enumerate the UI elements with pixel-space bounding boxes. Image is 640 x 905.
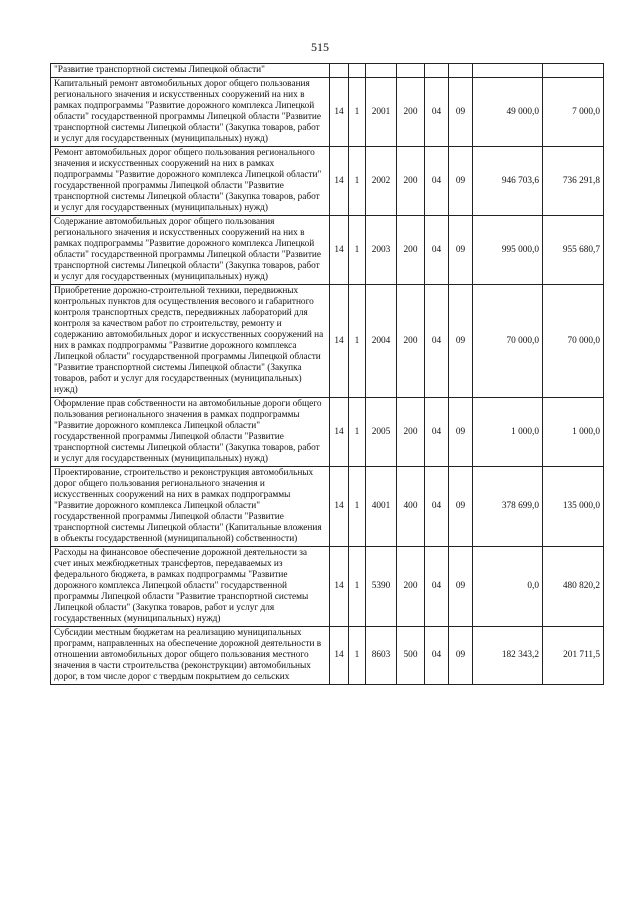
col-code-4: 500	[397, 627, 425, 685]
amount-year-2: 480 820,2	[543, 547, 604, 627]
col-code-5: 04	[425, 547, 449, 627]
empty-cell	[349, 64, 366, 78]
table-row	[51, 398, 604, 467]
col-code-3: 5390	[366, 547, 397, 627]
col-code-2: 1	[349, 398, 366, 467]
col-code-3: 2001	[366, 78, 397, 147]
amount-year-1: 49 000,0	[473, 78, 543, 147]
amount-year-1: 1 000,0	[473, 398, 543, 467]
col-code-6: 09	[449, 398, 473, 467]
col-code-4: 200	[397, 398, 425, 467]
col-code-1: 14	[330, 216, 349, 285]
col-code-2: 1	[349, 285, 366, 398]
col-code-1: 14	[330, 285, 349, 398]
col-code-4: 200	[397, 78, 425, 147]
empty-cell	[425, 64, 449, 78]
empty-cell	[330, 64, 349, 78]
col-code-2: 1	[349, 627, 366, 685]
col-code-2: 1	[349, 147, 366, 216]
col-code-4: 200	[397, 216, 425, 285]
col-code-3: 2005	[366, 398, 397, 467]
col-code-6: 09	[449, 467, 473, 547]
col-code-1: 14	[330, 467, 349, 547]
table-row	[51, 216, 604, 285]
col-code-6: 09	[449, 78, 473, 147]
budget-table	[50, 63, 604, 685]
col-code-5: 04	[425, 398, 449, 467]
table-row	[51, 627, 604, 685]
col-code-2: 1	[349, 216, 366, 285]
col-code-5: 04	[425, 147, 449, 216]
col-code-2: 1	[349, 467, 366, 547]
page-number: 515	[311, 40, 329, 54]
col-code-3: 2002	[366, 147, 397, 216]
empty-cell	[366, 64, 397, 78]
amount-year-2: 7 000,0	[543, 78, 604, 147]
col-code-1: 14	[330, 398, 349, 467]
row-description: Проектирование, строительство и реконструкция автомобильных дорог общего пользования регионального значения и искусственных сооружений на них в рамках подпрограммы "Развитие дорожного комплекса Липецкой области" государственной программы Липецкой области "Развитие транспортной системы Липецкой области" (Капитальные вложения в объекты государственной (муниципальной) собственности)	[51, 467, 330, 547]
row-description: Расходы на финансовое обеспечение дорожной деятельности за счет иных межбюджетных трансфертов, передаваемых из федерального бюджета, в рамках подпрограммы "Развитие дорожного комплекса Липецкой области" государственной программы Липецкой области "Развитие транспортной системы Липецкой области" (Закупка товаров, работ и услуг для государственных (муниципальных) нужд)	[51, 547, 330, 627]
col-code-3: 2003	[366, 216, 397, 285]
col-code-5: 04	[425, 78, 449, 147]
program-header-row	[51, 64, 604, 78]
col-code-5: 04	[425, 216, 449, 285]
col-code-1: 14	[330, 627, 349, 685]
table-row	[51, 78, 604, 147]
amount-year-1: 378 699,0	[473, 467, 543, 547]
row-description: Ремонт автомобильных дорог общего пользования регионального значения и искусственных сооружений на них в рамках подпрограммы "Развитие дорожного комплекса Липецкой области" государственной программы Липецкой области "Развитие транспортной системы Липецкой области" (Закупка товаров, работ и услуг для государственных (муниципальных) нужд)	[51, 147, 330, 216]
col-code-3: 2004	[366, 285, 397, 398]
table-row	[51, 467, 604, 547]
amount-year-1: 0,0	[473, 547, 543, 627]
row-description: Приобретение дорожно-строительной техники, передвижных контрольных пунктов для осуществления весового и габаритного контроля транспортных средств, передвижных лабораторий для контроля за качеством работ по строительству, ремонту и содержанию автомобильных дорог и искусственных сооружений на них в рамках подпрограммы "Развитие дорожного комплекса Липецкой области" государственной программы Липецкой области "Развитие транспортной системы Липецкой области" (Закупка товаров, работ и услуг для государственных (муниципальных) нужд)	[51, 285, 330, 398]
col-code-6: 09	[449, 285, 473, 398]
col-code-4: 200	[397, 547, 425, 627]
col-code-5: 04	[425, 467, 449, 547]
col-code-4: 400	[397, 467, 425, 547]
col-code-1: 14	[330, 78, 349, 147]
amount-year-2: 135 000,0	[543, 467, 604, 547]
col-code-5: 04	[425, 285, 449, 398]
amount-year-1: 70 000,0	[473, 285, 543, 398]
row-description: Содержание автомобильных дорог общего пользования регионального значения и искусственных сооружений на них в рамках подпрограммы "Развитие дорожного комплекса Липецкой области" государственной программы Липецкой области "Развитие транспортной системы Липецкой области" (Закупка товаров, работ и услуг для государственных (муниципальных) нужд)	[51, 216, 330, 285]
col-code-6: 09	[449, 216, 473, 285]
amount-year-2: 1 000,0	[543, 398, 604, 467]
empty-cell	[397, 64, 425, 78]
row-description: Субсидии местным бюджетам на реализацию муниципальных программ, направленных на обеспечение дорожной деятельности в отношении автомобильных дорог общего пользования местного значения в части строительства (реконструкции) автомобильных дорог, в том числе дорог с твердым покрытием до сельских	[51, 627, 330, 685]
row-description: Капитальный ремонт автомобильных дорог общего пользования регионального значения и искусственных сооружений на них в рамках подпрограммы "Развитие дорожного комплекса Липецкой области" государственной программы Липецкой области "Развитие транспортной системы Липецкой области" (Закупка товаров, работ и услуг для государственных (муниципальных) нужд)	[51, 78, 330, 147]
col-code-6: 09	[449, 547, 473, 627]
col-code-3: 4001	[366, 467, 397, 547]
col-code-1: 14	[330, 547, 349, 627]
amount-year-1: 995 000,0	[473, 216, 543, 285]
col-code-3: 8603	[366, 627, 397, 685]
row-description: Оформление прав собственности на автомобильные дороги общего пользования регионального значения в рамках подпрограммы "Развитие дорожного комплекса Липецкой области" государственной программы Липецкой области "Развитие транспортной системы Липецкой области" (Закупка товаров, работ и услуг для государственных (муниципальных) нужд)	[51, 398, 330, 467]
col-code-2: 1	[349, 547, 366, 627]
col-code-5: 04	[425, 627, 449, 685]
col-code-1: 14	[330, 147, 349, 216]
col-code-4: 200	[397, 147, 425, 216]
col-code-6: 09	[449, 627, 473, 685]
amount-year-2: 70 000,0	[543, 285, 604, 398]
col-code-6: 09	[449, 147, 473, 216]
amount-year-1: 182 343,2	[473, 627, 543, 685]
amount-year-1: 946 703,6	[473, 147, 543, 216]
col-code-2: 1	[349, 78, 366, 147]
empty-cell	[473, 64, 543, 78]
amount-year-2: 955 680,7	[543, 216, 604, 285]
empty-cell	[543, 64, 604, 78]
table-row	[51, 147, 604, 216]
program-header-cell: "Развитие транспортной системы Липецкой области"	[51, 64, 330, 78]
amount-year-2: 736 291,8	[543, 147, 604, 216]
col-code-4: 200	[397, 285, 425, 398]
amount-year-2: 201 711,5	[543, 627, 604, 685]
table-row	[51, 547, 604, 627]
empty-cell	[449, 64, 473, 78]
table-row	[51, 285, 604, 398]
